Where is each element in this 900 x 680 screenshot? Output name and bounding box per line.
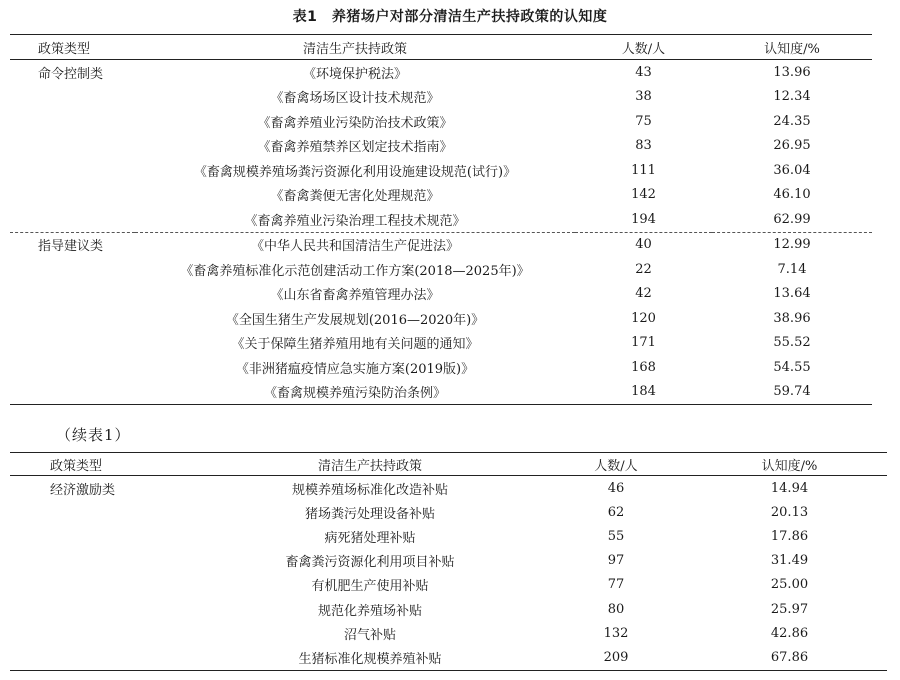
policy-type-cell	[10, 109, 135, 134]
awareness-cell: 7.14	[777, 261, 807, 277]
table-row	[10, 232, 872, 257]
policy-name-cell: 有机肥生产使用补贴	[311, 579, 429, 595]
policy-type-cell	[10, 549, 200, 573]
policy-name-cell: 《环境保护税法》	[302, 66, 407, 82]
policy-awareness-table-continued	[10, 452, 887, 671]
count-cell: 142	[631, 187, 656, 203]
awareness-cell: 20.13	[770, 504, 809, 520]
policy-name-cell: 《畜禽养殖标准化示范创建活动工作方案(2018—2025年)》	[180, 263, 530, 279]
awareness-cell: 13.96	[773, 64, 811, 80]
policy-type-cell	[10, 355, 135, 380]
count-cell: 171	[631, 335, 656, 351]
count-cell: 46	[607, 480, 625, 496]
policy-name-cell: 《畜禽粪便无害化处理规范》	[270, 189, 440, 205]
header-policy: 清洁生产扶持政策	[200, 453, 540, 476]
policy-type-cell	[10, 621, 200, 645]
count-cell: 22	[635, 261, 652, 277]
policy-type-cell	[10, 257, 135, 282]
count-cell: 111	[631, 162, 656, 178]
policy-type-cell	[10, 500, 200, 524]
count-cell: 38	[635, 89, 652, 105]
header-policy: 清洁生产扶持政策	[135, 35, 575, 60]
header-awareness: 认知度/%	[712, 35, 872, 60]
policy-name-cell: 《非洲猪瘟疫情应急实施方案(2019版)》	[235, 361, 475, 377]
count-cell: 80	[607, 601, 625, 617]
awareness-cell: 25.97	[770, 601, 809, 617]
table-row	[10, 183, 872, 208]
table-row	[10, 134, 872, 159]
awareness-cell: 42.86	[770, 625, 809, 641]
header-count: 人数/人	[540, 453, 692, 476]
awareness-cell: 55.52	[773, 335, 811, 351]
table-row	[10, 207, 872, 232]
policy-type-cell	[10, 306, 135, 331]
policy-type-cell	[10, 645, 200, 670]
awareness-cell: 13.64	[773, 286, 811, 302]
table-row	[10, 645, 887, 670]
count-cell: 184	[631, 384, 656, 400]
awareness-cell: 14.94	[770, 480, 809, 496]
policy-awareness-table	[10, 34, 872, 405]
policy-name-cell: 《畜禽养殖业污染防治技术政策》	[257, 115, 453, 131]
awareness-cell: 12.99	[712, 232, 872, 257]
policy-type-cell: 经济激励类	[50, 482, 116, 498]
table-row	[10, 476, 887, 501]
table-row	[10, 524, 887, 548]
awareness-cell: 26.95	[773, 138, 811, 154]
awareness-cell: 12.34	[773, 89, 811, 105]
awareness-cell: 62.99	[773, 211, 811, 227]
table-header-row	[10, 35, 872, 60]
count-cell: 194	[631, 211, 656, 227]
header-policy-type: 政策类型	[10, 35, 135, 60]
table-row	[10, 597, 887, 621]
policy-name-cell: 《全国生猪生产发展规划(2016—2020年)》	[225, 312, 485, 328]
table-row	[10, 158, 872, 183]
table-row	[10, 573, 887, 597]
policy-name-cell: 沼气补贴	[343, 627, 396, 643]
policy-name-cell: 《畜禽养殖禁养区划定技术指南》	[257, 140, 453, 156]
count-cell: 83	[635, 138, 652, 154]
table-row	[10, 380, 872, 405]
policy-type-cell	[10, 207, 135, 232]
policy-type-cell	[10, 282, 135, 307]
policy-type-cell: 命令控制类	[38, 66, 104, 82]
table-row	[10, 60, 872, 85]
awareness-cell: 24.35	[773, 113, 811, 129]
policy-type-cell	[10, 158, 135, 183]
count-cell: 75	[635, 113, 652, 129]
policy-name-cell: 规模养殖场标准化改造补贴	[291, 482, 448, 498]
policy-name-cell: 《畜禽规模养殖污染防治条例》	[263, 386, 446, 402]
awareness-cell: 31.49	[770, 553, 809, 569]
awareness-cell: 46.10	[773, 187, 811, 203]
policy-type-cell	[10, 573, 200, 597]
count-cell: 40	[575, 232, 712, 257]
count-cell: 120	[631, 310, 656, 326]
awareness-cell: 17.86	[770, 528, 809, 544]
awareness-cell: 25.00	[770, 577, 809, 593]
count-cell: 62	[607, 504, 625, 520]
header-policy-type: 政策类型	[10, 453, 200, 476]
policy-name-cell: 规范化养殖场补贴	[317, 603, 422, 619]
count-cell: 55	[607, 528, 625, 544]
awareness-cell: 36.04	[773, 162, 811, 178]
table-header-row	[10, 453, 887, 476]
table-row	[10, 109, 872, 134]
policy-name-cell: 《畜禽养殖业污染治理工程技术规范》	[244, 213, 466, 229]
count-cell: 97	[607, 553, 625, 569]
table-row	[10, 257, 872, 282]
table-title: 表1 养猪场户对部分清洁生产扶持政策的认知度	[292, 9, 608, 25]
policy-name-cell: 《山东省畜禽养殖管理办法》	[270, 288, 440, 304]
policy-type-cell	[10, 380, 135, 405]
table-row	[10, 549, 887, 573]
count-cell: 132	[603, 625, 629, 641]
policy-name-cell: 病死猪处理补贴	[324, 530, 416, 546]
policy-name-cell: 《中华人民共和国清洁生产促进法》	[135, 232, 575, 257]
continued-table-label: （续表1）	[56, 426, 131, 444]
table-row	[10, 355, 872, 380]
table-row	[10, 282, 872, 307]
header-count: 人数/人	[575, 35, 712, 60]
awareness-cell: 38.96	[773, 310, 811, 326]
policy-type-cell	[10, 85, 135, 110]
count-cell: 42	[635, 286, 652, 302]
policy-type-cell	[10, 183, 135, 208]
policy-name-cell: 《关于保障生猪养殖用地有关问题的通知》	[231, 337, 479, 353]
policy-name-cell: 生猪标准化规模养殖补贴	[298, 651, 442, 667]
header-awareness: 认知度/%	[692, 453, 887, 476]
policy-name-cell: 畜禽粪污资源化利用项目补贴	[285, 555, 455, 571]
policy-type-cell	[10, 524, 200, 548]
table-row	[10, 500, 887, 524]
count-cell: 43	[635, 64, 652, 80]
table-row	[10, 621, 887, 645]
policy-name-cell: 《畜禽场场区设计技术规范》	[270, 91, 440, 107]
policy-type-cell: 指导建议类	[10, 232, 135, 257]
count-cell: 77	[607, 577, 625, 593]
awareness-cell: 54.55	[773, 359, 811, 375]
policy-type-cell	[10, 597, 200, 621]
policy-name-cell: 《畜禽规模养殖场粪污资源化利用设施建设规范(试行)》	[193, 164, 517, 180]
table-row	[10, 306, 872, 331]
table-row	[10, 85, 872, 110]
policy-type-cell	[10, 331, 135, 356]
awareness-cell: 59.74	[773, 384, 811, 400]
table-row	[10, 331, 872, 356]
awareness-cell: 67.86	[770, 649, 809, 665]
policy-type-cell	[10, 134, 135, 159]
count-cell: 209	[603, 649, 629, 665]
count-cell: 168	[631, 359, 656, 375]
policy-name-cell: 猪场粪污处理设备补贴	[304, 506, 435, 522]
